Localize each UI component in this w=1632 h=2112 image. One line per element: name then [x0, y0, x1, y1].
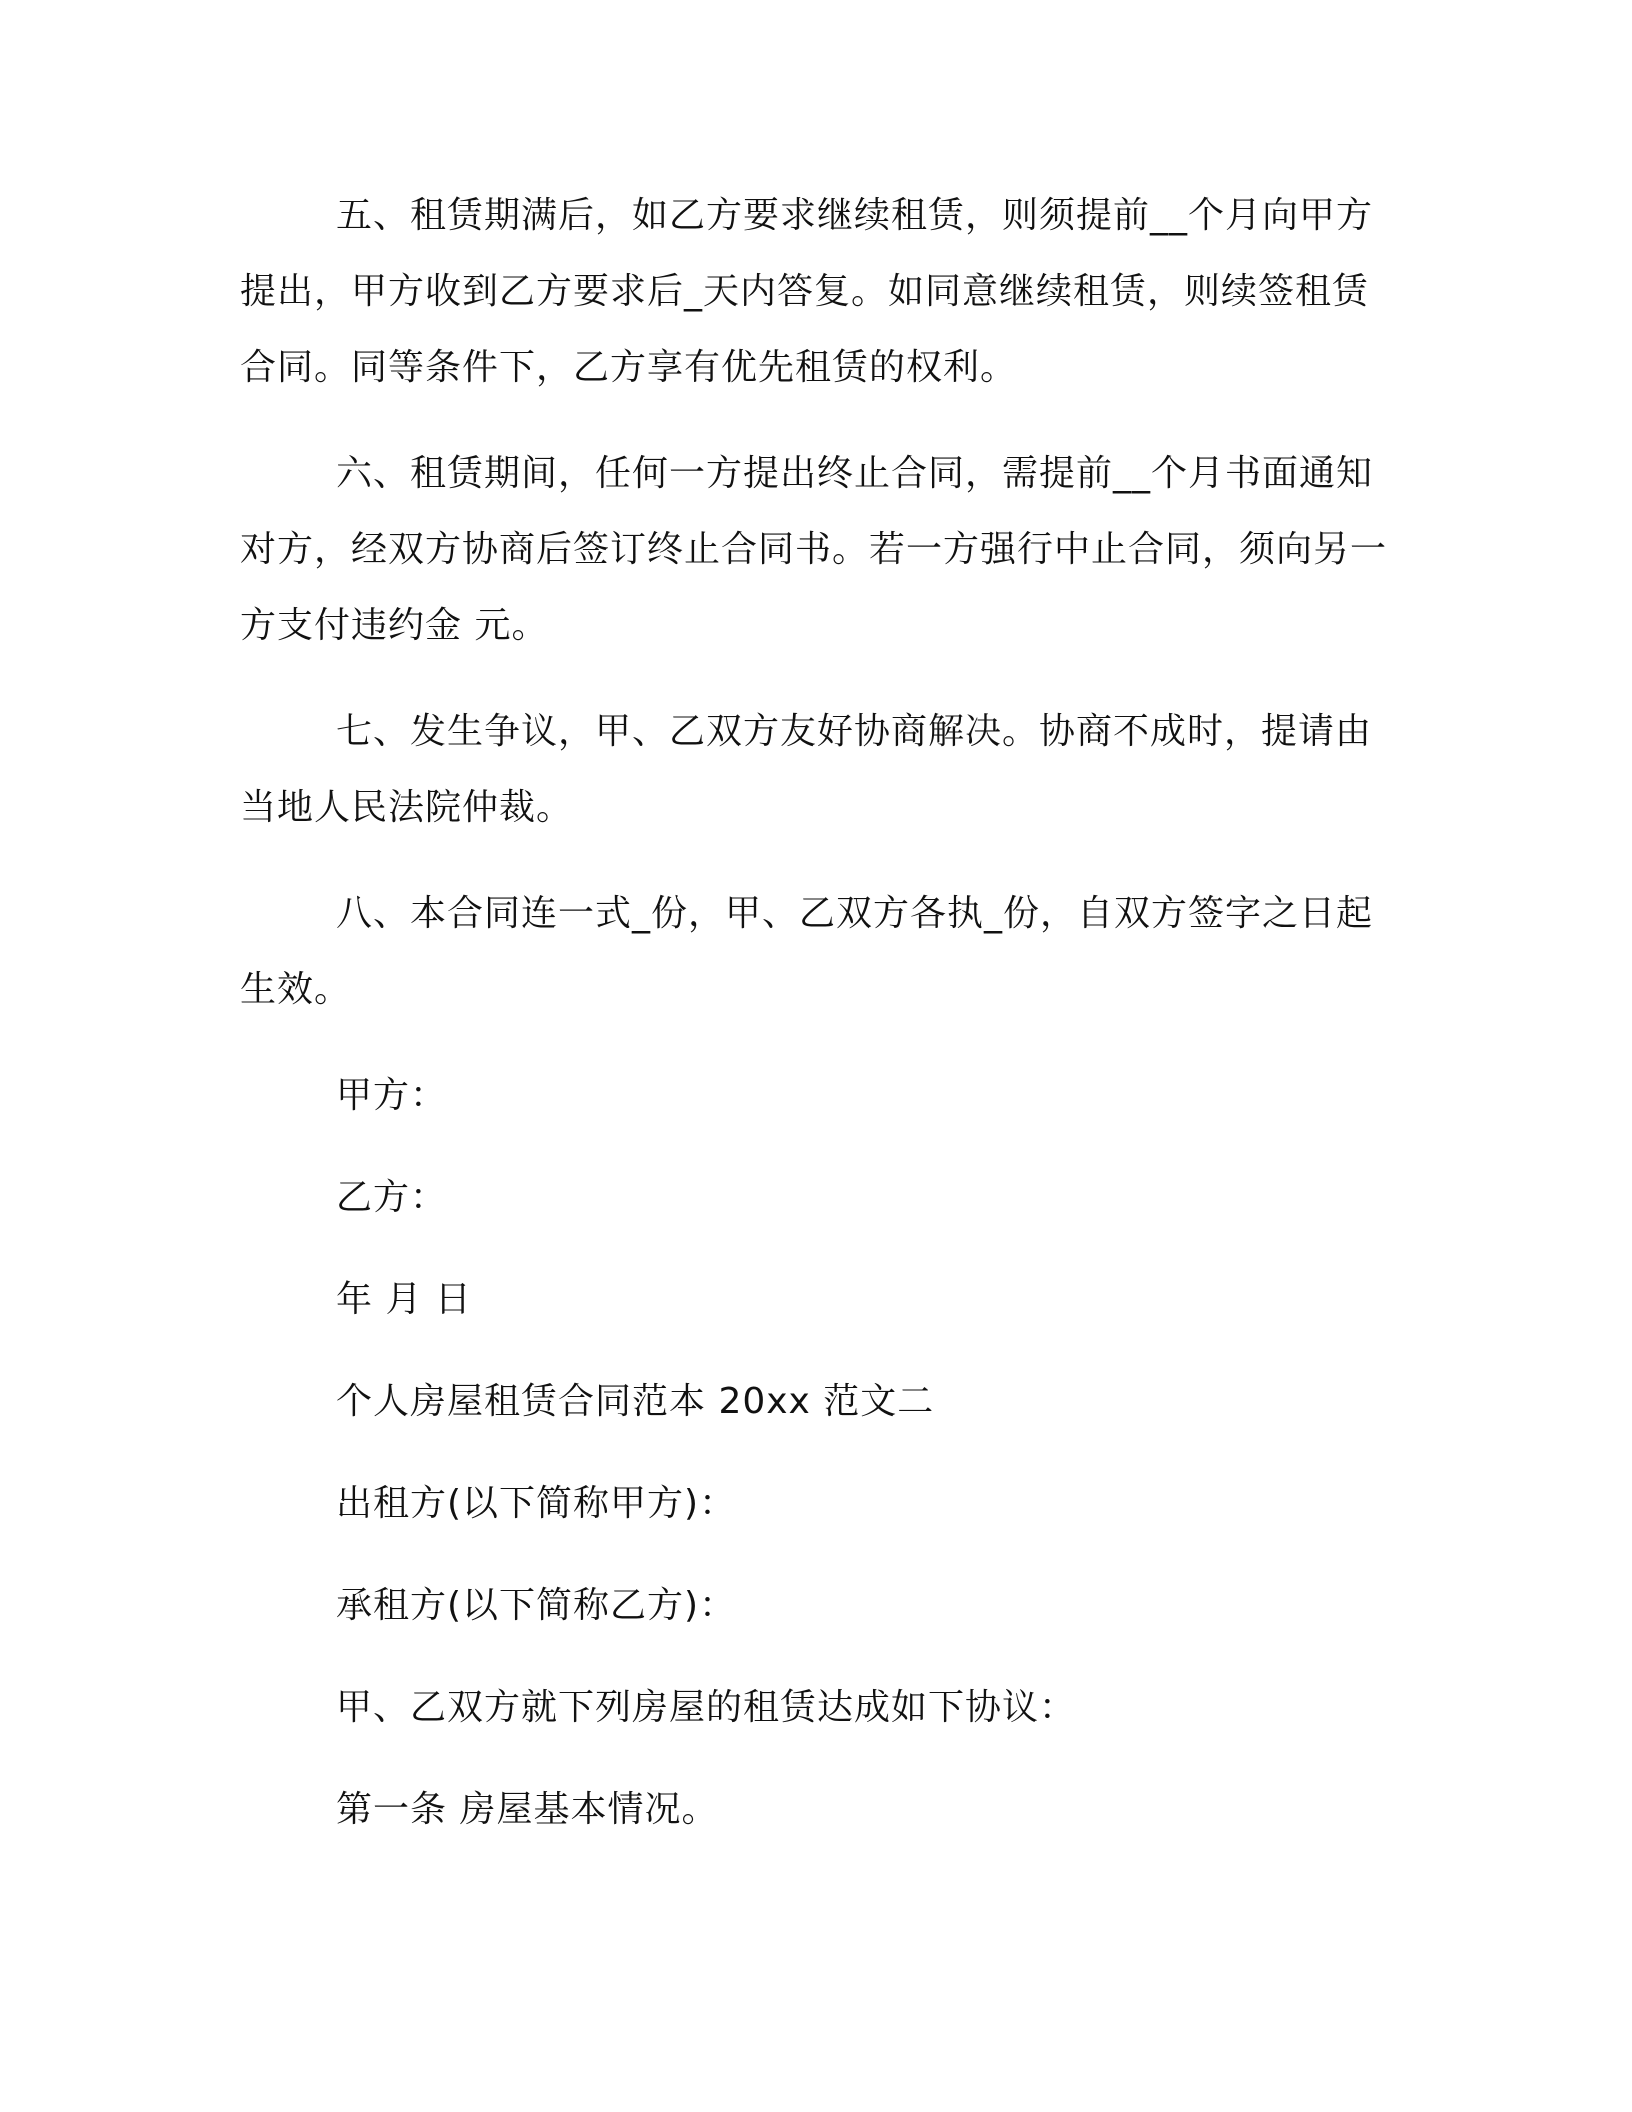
party-a-label: 甲方： [336, 1075, 448, 1116]
lessee-line: 承租方(以下简称乙方)： [336, 1585, 737, 1626]
party-b-label: 乙方： [336, 1177, 448, 1218]
agreement-line: 甲、乙双方就下列房屋的租赁达成如下协议： [336, 1687, 1077, 1728]
clause-6 [240, 436, 1390, 664]
document-heading: 个人房屋租赁合同范本 20xx 范文二 [336, 1381, 935, 1422]
clause-6-text: 六、租赁期间，任何一方提出终止合同，需提前__个月书面通知对方，经双方协商后签订终止合同书。若一方强行中止合同，须向另一方支付违约金 元。 [240, 453, 1388, 646]
clause-7-text: 七、发生争议，甲、乙双方友好协商解决。协商不成时，提请由当地人民法院仲裁。 [240, 711, 1373, 828]
article-1-heading: 第一条 房屋基本情况。 [336, 1789, 719, 1830]
clause-8 [240, 876, 1390, 1028]
lessor-line: 出租方(以下简称甲方)： [336, 1483, 737, 1524]
clause-5 [240, 178, 1390, 406]
clause-5-text: 五、租赁期满后，如乙方要求继续租赁，则须提前__个月向甲方提出，甲方收到乙方要求后_天内答复。如同意继续租赁，则续签租赁合同。同等条件下，乙方享有优先租赁的权利。 [240, 195, 1374, 388]
clause-8-text: 八、本合同连一式_份，甲、乙双方各执_份，自双方签字之日起生效。 [240, 893, 1374, 1010]
clause-7 [240, 694, 1390, 846]
date-line: 年 月 日 [336, 1279, 472, 1320]
